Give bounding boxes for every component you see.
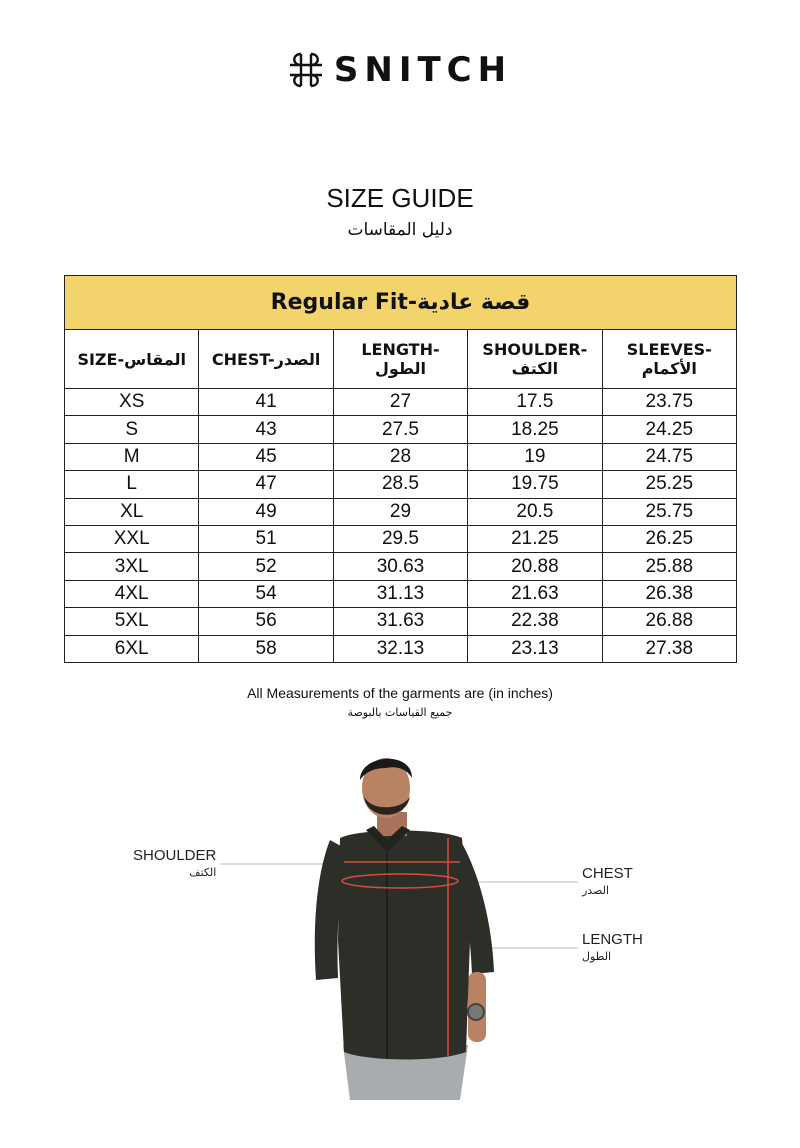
cell-sleeves: 25.75 bbox=[602, 498, 736, 525]
cell-length: 28 bbox=[333, 443, 467, 470]
brand-logo bbox=[0, 50, 800, 90]
cell-size: XS bbox=[65, 389, 199, 416]
table-row bbox=[65, 608, 737, 635]
cell-shoulder: 19 bbox=[468, 443, 602, 470]
cell-chest: 43 bbox=[199, 416, 333, 443]
cell-chest: 51 bbox=[199, 525, 333, 552]
size-table bbox=[64, 275, 737, 663]
measurement-note: All Measurements of the garments are (in inches) bbox=[247, 685, 553, 701]
chest-label: CHEST الصدر bbox=[582, 865, 633, 897]
cell-size: S bbox=[65, 416, 199, 443]
cell-chest: 54 bbox=[199, 580, 333, 607]
table-row bbox=[65, 553, 737, 580]
cell-sleeves: 26.25 bbox=[602, 525, 736, 552]
measurement-figure bbox=[0, 740, 800, 1140]
cell-chest: 45 bbox=[199, 443, 333, 470]
cell-shoulder: 23.13 bbox=[468, 635, 602, 662]
cell-chest: 49 bbox=[199, 498, 333, 525]
cell-chest: 58 bbox=[199, 635, 333, 662]
cell-sleeves: 25.25 bbox=[602, 471, 736, 498]
cell-chest: 56 bbox=[199, 608, 333, 635]
snitch-grid-logo-icon bbox=[288, 52, 324, 88]
cell-size: 3XL bbox=[65, 553, 199, 580]
cell-shoulder: 22.38 bbox=[468, 608, 602, 635]
cell-size: XXL bbox=[65, 525, 199, 552]
column-header-sleeves: SLEEVES- الأكمام bbox=[602, 330, 736, 389]
cell-shoulder: 17.5 bbox=[468, 389, 602, 416]
cell-size: 6XL bbox=[65, 635, 199, 662]
cell-sleeves: 25.88 bbox=[602, 553, 736, 580]
cell-size: M bbox=[65, 443, 199, 470]
cell-sleeves: 27.38 bbox=[602, 635, 736, 662]
cell-chest: 41 bbox=[199, 389, 333, 416]
column-header-shoulder: SHOULDER- الكتف bbox=[468, 330, 602, 389]
shoulder-label: SHOULDER الكتف bbox=[133, 847, 217, 879]
fit-label: Regular Fit-قصة عادية bbox=[65, 276, 737, 330]
table-row bbox=[65, 416, 737, 443]
model-illustration bbox=[0, 740, 800, 1140]
fit-header-row bbox=[65, 276, 737, 330]
cell-length: 27.5 bbox=[333, 416, 467, 443]
column-header-length: LENGTH-الطول bbox=[333, 330, 467, 389]
cell-shoulder: 18.25 bbox=[468, 416, 602, 443]
cell-shoulder: 20.88 bbox=[468, 553, 602, 580]
column-header-row bbox=[65, 330, 737, 389]
cell-size: XL bbox=[65, 498, 199, 525]
cell-length: 28.5 bbox=[333, 471, 467, 498]
table-row bbox=[65, 443, 737, 470]
cell-chest: 47 bbox=[199, 471, 333, 498]
cell-shoulder: 21.63 bbox=[468, 580, 602, 607]
cell-sleeves: 24.75 bbox=[602, 443, 736, 470]
measurement-note-arabic: جميع القياسات بالبوصة bbox=[347, 706, 453, 719]
table-row bbox=[65, 525, 737, 552]
table-row bbox=[65, 471, 737, 498]
cell-sleeves: 23.75 bbox=[602, 389, 736, 416]
cell-shoulder: 19.75 bbox=[468, 471, 602, 498]
cell-shoulder: 20.5 bbox=[468, 498, 602, 525]
cell-length: 31.13 bbox=[333, 580, 467, 607]
cell-length: 27 bbox=[333, 389, 467, 416]
cell-length: 30.63 bbox=[333, 553, 467, 580]
length-label: LENGTH الطول bbox=[582, 931, 643, 963]
cell-sleeves: 26.38 bbox=[602, 580, 736, 607]
cell-size: 4XL bbox=[65, 580, 199, 607]
shirt-shape bbox=[338, 831, 470, 1060]
cell-length: 29.5 bbox=[333, 525, 467, 552]
cell-size: 5XL bbox=[65, 608, 199, 635]
cell-length: 31.63 bbox=[333, 608, 467, 635]
cell-chest: 52 bbox=[199, 553, 333, 580]
cell-shoulder: 21.25 bbox=[468, 525, 602, 552]
table-row bbox=[65, 635, 737, 662]
cell-size: L bbox=[65, 471, 199, 498]
cell-length: 32.13 bbox=[333, 635, 467, 662]
cell-sleeves: 24.25 bbox=[602, 416, 736, 443]
size-table-body bbox=[65, 389, 737, 663]
table-row bbox=[65, 498, 737, 525]
wristwatch-icon bbox=[468, 1004, 484, 1020]
page-title: SIZE GUIDE bbox=[326, 183, 474, 213]
cell-length: 29 bbox=[333, 498, 467, 525]
column-header-size: SIZE-المقاس bbox=[65, 330, 199, 389]
table-row bbox=[65, 580, 737, 607]
page-subtitle: دليل المقاسات bbox=[347, 220, 453, 240]
column-header-chest: CHEST-الصدر bbox=[199, 330, 333, 389]
table-row bbox=[65, 389, 737, 416]
brand-name: SNITCH bbox=[333, 50, 513, 90]
cell-sleeves: 26.88 bbox=[602, 608, 736, 635]
